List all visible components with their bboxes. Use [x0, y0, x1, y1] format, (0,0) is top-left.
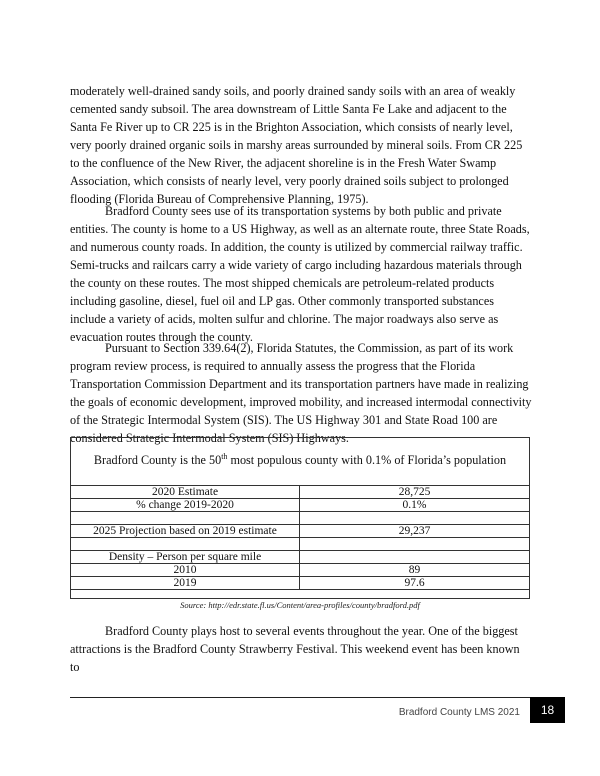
caption-text-start: Bradford County is the 50	[93, 453, 222, 467]
paragraph-events: Bradford County plays host to several events throughout the year. One of the biggest attractions is the Bradford County Strawberry Festival. This weekend event has been known to	[70, 624, 520, 674]
table-caption	[71, 453, 529, 468]
paragraph-sis: Pursuant to Section 339.64(2), Florida Statutes, the Commission, as part of its work program review process, is required to annually assess the progress that the Florida Transportation Commission Department and its transportation partners have made in realizing the goals of economic development, improved mobility, and increased intermodal connectivity of the Strategic Intermodal System (SIS). The US Highway 301 and State Road 100 are considered Strategic Intermodal System (SIS) Highways.	[70, 341, 532, 445]
table-row	[71, 525, 530, 538]
row-label: 2010	[71, 564, 300, 577]
table-row	[71, 512, 530, 525]
table-row	[71, 538, 530, 551]
paragraph-transportation: Bradford County sees use of its transportation systems by both public and private entities. The county is home to a US Highway, as well as an alternate route, three State Roads, and numerous county roads. In addition, the county is utilized by commercial railway traffic. Semi-trucks and railcars carry a wide variety of cargo including hazardous materials through the county on these routes. The most shipped chemicals are petroleum-related products including gasoline, diesel, fuel oil and LP gas. Other commonly transported substances include a variety of acids, molten sulfur and chlorine. The major roadways also serve as evacuation routes through the county.	[70, 204, 530, 344]
row-label: 2020 Estimate	[71, 486, 300, 499]
row-value	[300, 538, 530, 551]
caption-text-end: most populous county with 0.1% of Florida’s population	[227, 453, 507, 467]
table-source-note: Source: http://edr.state.fl.us/Content/area-profiles/county/bradford.pdf	[180, 600, 420, 610]
row-label: 2019	[71, 577, 300, 590]
population-table	[70, 485, 530, 590]
table-row	[71, 486, 530, 499]
page-number-badge: 18	[530, 697, 565, 723]
row-label: Density – Person per square mile	[71, 551, 300, 564]
row-label: 2025 Projection based on 2019 estimate	[71, 525, 300, 538]
row-label	[71, 538, 300, 551]
table-row	[71, 577, 530, 590]
population-table-box	[70, 437, 530, 599]
row-label	[71, 512, 300, 525]
row-value	[300, 551, 530, 564]
table-row	[71, 564, 530, 577]
row-value: 97.6	[300, 577, 530, 590]
row-value	[300, 512, 530, 525]
footer-document-title: Bradford County LMS 2021	[398, 707, 520, 718]
paragraph-soils: moderately well-drained sandy soils, and poorly drained sandy soils with an area of weakly cemented sandy subsoil. The area downstream of Little Santa Fe Lake and adjacent to the Santa Fe River up to CR 225 is in the Brighton Association, which consists of nearly level, very poorly drained organic soils in marshy areas surrounded by mineral soils. From CR 225 to the confluence of the New River, the adjacent shoreline is in the Fresh Water Swamp Association, which consists of nearly level, very poorly drained soils subject to prolonged flooding (Florida Bureau of Comprehensive Planning, 1975).	[70, 84, 523, 206]
row-label: % change 2019-2020	[71, 499, 300, 512]
table-row	[71, 499, 530, 512]
caption-ordinal-suffix: th	[221, 451, 228, 461]
table-row	[71, 551, 530, 564]
row-value: 29,237	[300, 525, 530, 538]
footer-divider	[70, 697, 530, 698]
row-value: 28,725	[300, 486, 530, 499]
row-value: 89	[300, 564, 530, 577]
row-value: 0.1%	[300, 499, 530, 512]
